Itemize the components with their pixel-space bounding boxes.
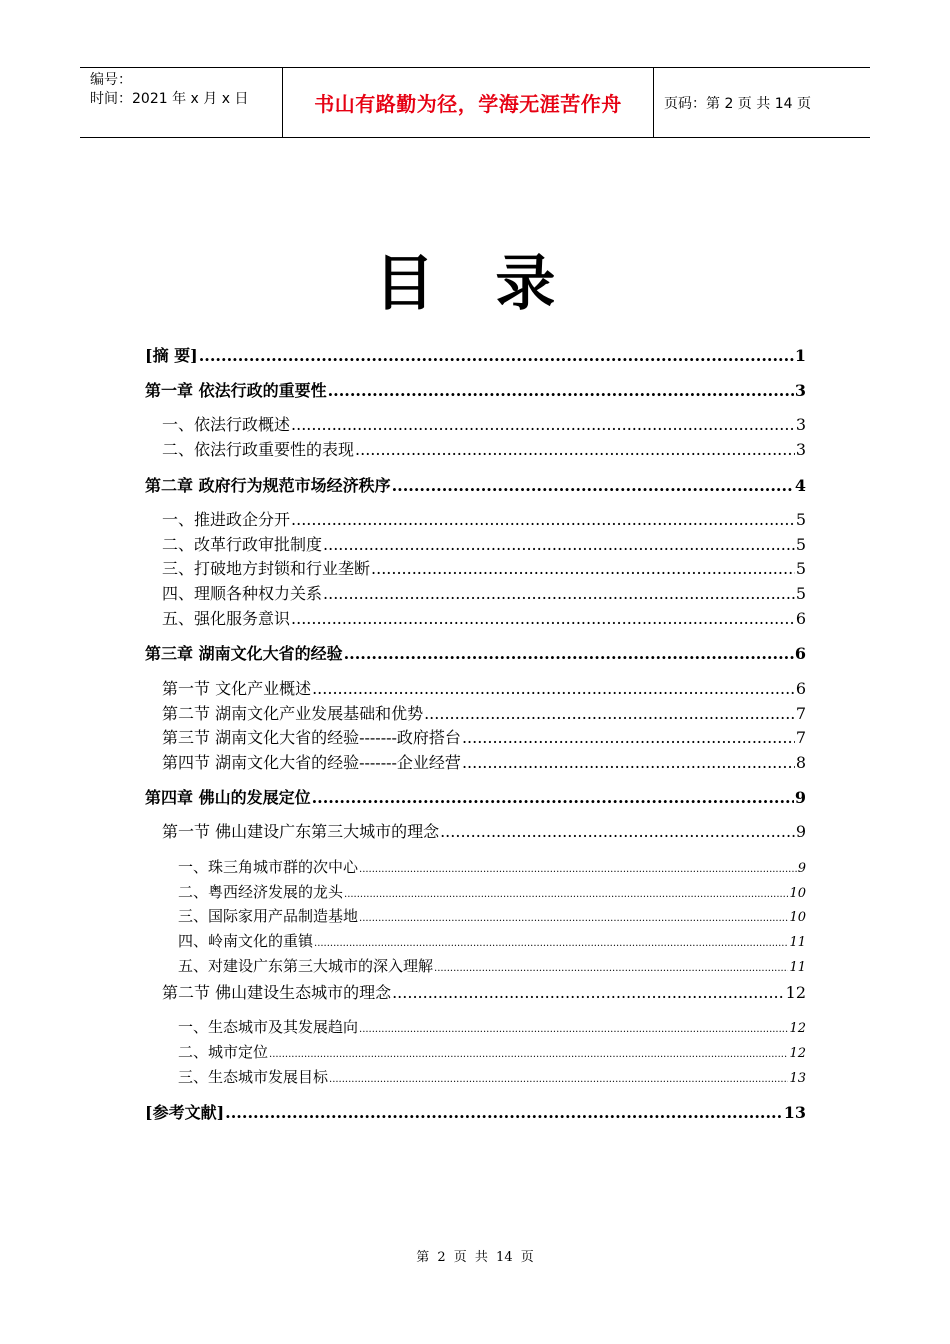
toc-entry-page: 13 bbox=[783, 1103, 806, 1122]
toc-entry-page: 5 bbox=[795, 584, 806, 603]
toc-entry[interactable] bbox=[145, 1100, 806, 1123]
toc-entry[interactable] bbox=[178, 1041, 806, 1062]
toc-entry-page: 6 bbox=[794, 644, 806, 663]
toc-entry-label: 四、岭南文化的重镇 bbox=[178, 932, 314, 950]
toc-leader bbox=[344, 889, 788, 900]
toc-entry-page: 11 bbox=[789, 935, 806, 950]
toc-entry[interactable] bbox=[162, 980, 806, 1003]
time-label: 时间：2021 年 x 月 x 日 bbox=[90, 91, 249, 107]
toc-entry-label: 第一章 依法行政的重要性 bbox=[145, 381, 327, 400]
toc-leader bbox=[312, 788, 794, 807]
toc-leader bbox=[462, 753, 795, 772]
toc-leader bbox=[392, 983, 785, 1002]
toc-leader bbox=[344, 644, 794, 663]
toc-leader bbox=[359, 864, 797, 875]
toc-leader bbox=[462, 728, 795, 747]
page-title: 目 录 bbox=[374, 249, 576, 319]
toc-entry[interactable] bbox=[162, 412, 806, 435]
toc-entry-page: 4 bbox=[794, 476, 806, 495]
toc-entry-label: 三、生态城市发展目标 bbox=[178, 1068, 329, 1086]
toc-entry[interactable] bbox=[178, 955, 806, 976]
toc-leader bbox=[312, 679, 795, 698]
toc-entry[interactable] bbox=[162, 750, 806, 773]
toc-entry[interactable] bbox=[178, 905, 806, 926]
toc-leader bbox=[225, 1103, 783, 1122]
toc-entry-label: 第一节 文化产业概述 bbox=[162, 679, 312, 698]
toc-entry[interactable] bbox=[178, 881, 806, 902]
toc-entry-page: 1 bbox=[794, 346, 806, 365]
toc-entry-page: 7 bbox=[795, 728, 806, 747]
toc-entry-label: 第四节 湖南文化大省的经验-------企业经营 bbox=[162, 753, 461, 772]
toc-entry-page: 9 bbox=[795, 822, 806, 841]
toc-entry-label: 四、理顺各种权力关系 bbox=[162, 584, 323, 603]
toc-entry-label: 第三节 湖南文化大省的经验-------政府搭台 bbox=[162, 728, 461, 747]
toc-entry-page: 12 bbox=[789, 1021, 806, 1036]
toc-leader bbox=[291, 415, 795, 434]
toc-entry[interactable] bbox=[178, 856, 806, 877]
toc-entry-page: 6 bbox=[795, 679, 806, 698]
toc-leader bbox=[328, 381, 794, 400]
toc-entry-label: 五、对建设广东第三大城市的深入理解 bbox=[178, 957, 434, 975]
toc-entry-label: 二、城市定位 bbox=[178, 1043, 269, 1061]
toc-entry[interactable] bbox=[162, 437, 806, 460]
toc-leader bbox=[269, 1049, 788, 1060]
toc-leader bbox=[314, 938, 788, 949]
toc-entry-label: 五、强化服务意识 bbox=[162, 609, 291, 628]
toc-leader bbox=[291, 510, 795, 529]
toc-leader bbox=[359, 1024, 788, 1035]
number-label: 编号： bbox=[90, 72, 132, 88]
toc-entry-page: 7 bbox=[795, 704, 806, 723]
header-motto-cell bbox=[282, 68, 654, 137]
page-header bbox=[80, 67, 870, 138]
motto-text: 书山有路勤为径，学海无涯苦作舟 bbox=[314, 92, 622, 116]
toc-entry-page: 3 bbox=[794, 381, 806, 400]
toc-entry-label: [参考文献] bbox=[145, 1103, 225, 1122]
toc-leader bbox=[323, 535, 795, 554]
toc-entry-page: 9 bbox=[797, 861, 806, 876]
toc-entry-page: 9 bbox=[794, 788, 806, 807]
toc-entry[interactable] bbox=[145, 641, 806, 664]
toc-entry-label: 二、粤西经济发展的龙头 bbox=[178, 883, 344, 901]
toc-entry-label: 三、国际家用产品制造基地 bbox=[178, 907, 359, 925]
toc-entry-label: 一、推进政企分开 bbox=[162, 510, 291, 529]
toc-entry-page: 10 bbox=[789, 886, 806, 901]
page-info-text: 页码：第 2 页 共 14 页 bbox=[664, 95, 811, 112]
toc-entry[interactable] bbox=[145, 343, 806, 366]
toc-leader bbox=[371, 559, 795, 578]
toc-entry-page: 3 bbox=[795, 415, 806, 434]
toc-entry-page: 5 bbox=[795, 535, 806, 554]
toc-entry-label: [摘 要] bbox=[145, 346, 198, 365]
toc-leader bbox=[291, 609, 795, 628]
toc-entry-page: 5 bbox=[795, 559, 806, 578]
toc-entry[interactable] bbox=[145, 378, 806, 401]
toc-entry-label: 二、依法行政重要性的表现 bbox=[162, 440, 355, 459]
toc-entry-label: 第一节 佛山建设广东第三大城市的理念 bbox=[162, 822, 440, 841]
toc-entry[interactable] bbox=[178, 930, 806, 951]
toc-leader bbox=[392, 476, 794, 495]
toc-entry[interactable] bbox=[145, 785, 806, 808]
toc-entry-label: 一、生态城市及其发展趋向 bbox=[178, 1018, 359, 1036]
toc-entry-page: 13 bbox=[789, 1071, 806, 1086]
toc-leader bbox=[323, 584, 795, 603]
toc-entry-label: 第四章 佛山的发展定位 bbox=[145, 788, 311, 807]
toc-entry-page: 3 bbox=[795, 440, 806, 459]
toc-leader bbox=[440, 822, 795, 841]
toc-entry[interactable] bbox=[162, 676, 806, 699]
toc-leader bbox=[199, 346, 794, 365]
toc-entry[interactable] bbox=[162, 581, 806, 604]
toc-entry-label: 第二节 湖南文化产业发展基础和优势 bbox=[162, 704, 424, 723]
toc-entry-page: 12 bbox=[785, 983, 806, 1002]
toc-entry[interactable] bbox=[178, 1066, 806, 1087]
toc-entry-label: 第二节 佛山建设生态城市的理念 bbox=[162, 983, 392, 1002]
toc-entry[interactable] bbox=[162, 701, 806, 724]
toc-leader bbox=[359, 913, 788, 924]
toc-entry-label: 第二章 政府行为规范市场经济秩序 bbox=[145, 476, 391, 495]
toc-entry[interactable] bbox=[162, 556, 806, 579]
toc-entry-label: 三、打破地方封锁和行业垄断 bbox=[162, 559, 371, 578]
toc-leader bbox=[329, 1074, 788, 1085]
toc-entry[interactable] bbox=[162, 532, 806, 555]
toc-entry-page: 8 bbox=[795, 753, 806, 772]
toc-leader bbox=[434, 963, 788, 974]
toc-entry[interactable] bbox=[178, 1016, 806, 1037]
toc-entry[interactable] bbox=[162, 507, 806, 530]
toc-entry-label: 一、依法行政概述 bbox=[162, 415, 291, 434]
toc-entry-page: 6 bbox=[795, 609, 806, 628]
toc-entry-page: 5 bbox=[795, 510, 806, 529]
toc-entry[interactable] bbox=[145, 473, 806, 496]
header-page-info bbox=[654, 68, 870, 137]
toc-entry-page: 10 bbox=[789, 910, 806, 925]
toc-entry[interactable] bbox=[162, 819, 806, 842]
page-footer: 第 2 页 共 14 页 bbox=[416, 1250, 534, 1265]
toc-entry[interactable] bbox=[162, 606, 806, 629]
toc-entry-label: 第三章 湖南文化大省的经验 bbox=[145, 644, 343, 663]
toc-entry-page: 11 bbox=[789, 960, 806, 975]
toc-leader bbox=[355, 440, 795, 459]
toc-entry-page: 12 bbox=[789, 1046, 806, 1061]
toc-entry-label: 一、珠三角城市群的次中心 bbox=[178, 858, 359, 876]
toc-entry[interactable] bbox=[162, 725, 806, 748]
toc-leader bbox=[424, 704, 795, 723]
header-meta bbox=[80, 68, 282, 137]
toc-entry-label: 二、改革行政审批制度 bbox=[162, 535, 323, 554]
